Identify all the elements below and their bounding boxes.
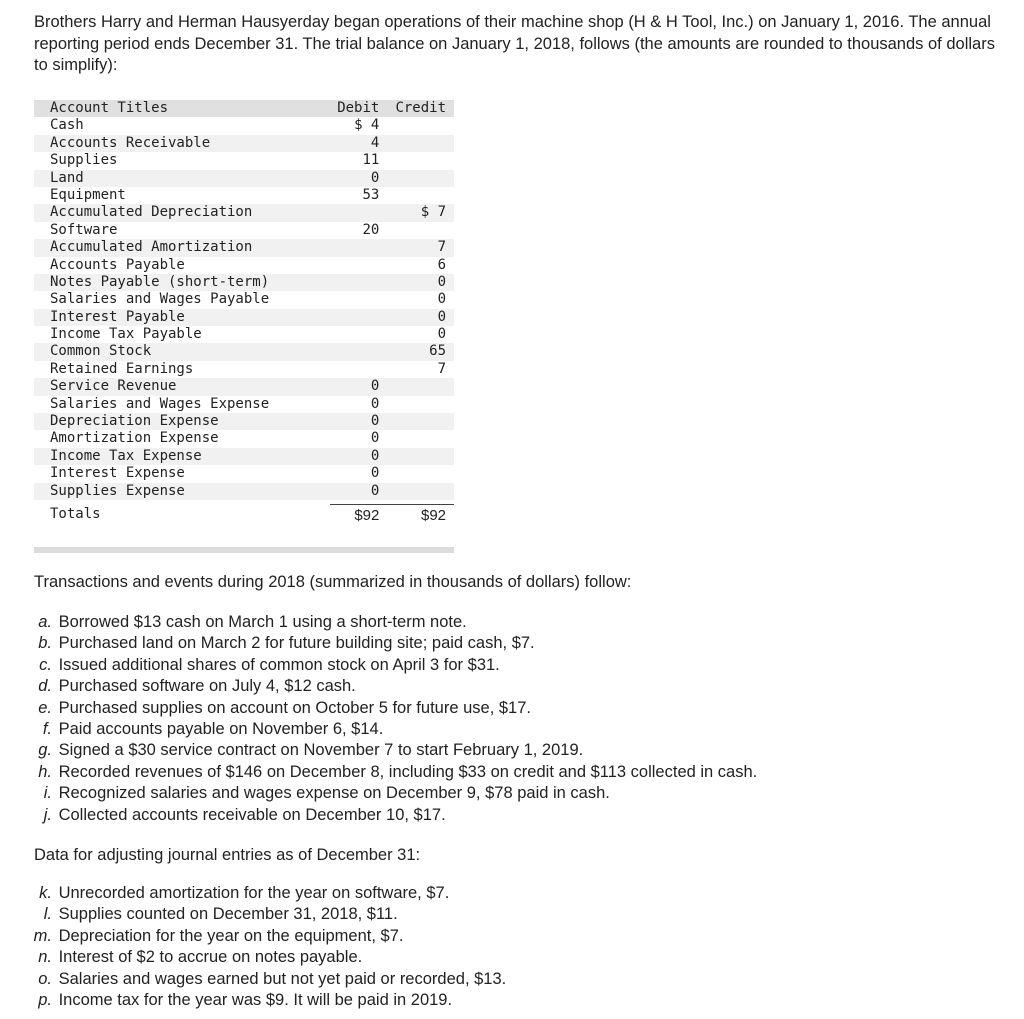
adjusting-heading: Data for adjusting journal entries as of December 31: <box>34 846 421 864</box>
debit-amount <box>330 204 379 221</box>
account-title: Supplies Expense <box>50 482 185 499</box>
account-title: Equipment <box>50 186 126 203</box>
item-text: Interest of $2 to accrue on notes payable. <box>58 948 363 967</box>
adjustment-item <box>30 947 506 968</box>
item-text: Salaries and wages earned but not yet paid or recorded, $13. <box>58 969 507 988</box>
table-row <box>34 343 454 360</box>
adjustments-list <box>30 883 506 1011</box>
debit-amount: 4 <box>370 134 380 151</box>
credit-amount <box>379 483 454 500</box>
adjustment-item <box>30 969 506 990</box>
debit-amount: 11 <box>362 152 380 169</box>
debit-amount: $ 4 <box>354 117 380 134</box>
item-text: Income tax for the year was $9. It will be paid in 2019. <box>58 990 453 1009</box>
debit-amount: 0 <box>370 430 380 447</box>
table-row <box>34 222 454 239</box>
credit-amount: 0 <box>437 326 447 343</box>
credit-amount <box>379 222 454 239</box>
item-text: Recorded revenues of $146 on December 8, including $33 on credit and $113 collected in cash. <box>58 762 758 781</box>
table-header-row <box>34 100 454 117</box>
credit-amount: 65 <box>429 343 447 360</box>
credit-amount <box>379 187 454 204</box>
table-row <box>34 204 454 221</box>
header-account-titles: Account Titles <box>50 100 169 116</box>
debit-amount: 0 <box>370 447 380 464</box>
table-row <box>34 483 454 500</box>
debit-amount: 0 <box>370 169 380 186</box>
credit-amount: 7 <box>437 360 447 377</box>
table-row <box>34 413 454 430</box>
item-letter: i. <box>43 784 52 803</box>
adjustment-item <box>30 904 506 925</box>
item-letter: k. <box>39 884 52 902</box>
transaction-item <box>30 740 757 761</box>
transaction-item <box>30 676 757 697</box>
transaction-item <box>30 719 757 740</box>
table-row <box>34 309 454 326</box>
credit-amount: $ 7 <box>420 204 447 221</box>
adjustment-item <box>30 883 506 904</box>
account-title: Service Revenue <box>50 378 177 395</box>
header-debit: Debit <box>337 100 380 116</box>
item-letter: f. <box>42 719 52 738</box>
account-title: Interest Expense <box>50 465 185 482</box>
item-text: Purchased supplies on account on October 5 for future use, $17. <box>58 698 531 717</box>
item-letter: p. <box>38 990 52 1009</box>
table-row <box>34 239 454 256</box>
item-letter: m. <box>33 926 52 945</box>
item-letter: n. <box>38 948 52 967</box>
account-title: Amortization Expense <box>50 430 219 447</box>
trial-balance-table <box>34 100 454 553</box>
account-title: Accumulated Depreciation <box>50 204 253 221</box>
item-letter: d. <box>38 677 52 696</box>
credit-amount: 7 <box>437 239 447 256</box>
item-letter: j. <box>43 805 52 824</box>
item-letter: o. <box>38 969 52 988</box>
credit-amount <box>379 430 454 447</box>
account-title: Depreciation Expense <box>50 413 219 430</box>
table-row <box>34 187 454 204</box>
credit-amount <box>379 448 454 465</box>
totals-credit: $92 <box>379 504 454 525</box>
item-text: Paid accounts payable on November 6, $14. <box>58 719 384 738</box>
account-title: Interest Payable <box>50 308 185 325</box>
table-row <box>34 117 454 134</box>
credit-amount <box>379 135 454 152</box>
transaction-item <box>30 783 757 804</box>
credit-amount: 0 <box>437 291 447 308</box>
transaction-item <box>30 805 757 826</box>
transaction-item <box>30 633 757 654</box>
credit-amount: 6 <box>437 256 447 273</box>
item-letter: c. <box>39 655 52 674</box>
table-row <box>34 152 454 169</box>
table-row <box>34 274 454 291</box>
debit-amount: 0 <box>370 395 380 412</box>
account-title: Cash <box>50 117 84 134</box>
item-text: Unrecorded amortization for the year on software, $7. <box>58 884 450 902</box>
table-row <box>34 135 454 152</box>
item-letter: b. <box>38 634 52 653</box>
table-row <box>34 448 454 465</box>
account-title: Software <box>50 221 118 238</box>
credit-amount <box>379 378 454 395</box>
totals-label: Totals <box>50 505 101 522</box>
table-row <box>34 291 454 308</box>
table-bottom-bar <box>34 547 454 553</box>
account-title: Accounts Payable <box>50 256 185 273</box>
debit-amount: 0 <box>370 465 380 482</box>
item-text: Recognized salaries and wages expense on December 9, $78 paid in cash. <box>58 784 610 803</box>
account-title: Accumulated Amortization <box>50 239 253 256</box>
transaction-item <box>30 655 757 676</box>
credit-amount: 0 <box>437 308 447 325</box>
debit-amount: 0 <box>370 378 380 395</box>
transactions-list <box>30 612 757 826</box>
table-row <box>34 326 454 343</box>
item-letter: g. <box>38 741 52 760</box>
intro-paragraph: Brothers Harry and Herman Hausyerday began operations of their machine shop (H & H Tool, Inc.) on January 1, 2016. The annual reporting period ends December 31. The trial balance on January 1, 2018, follows (the amounts are rounded to thousands of dollars to simplify): <box>34 13 995 74</box>
account-title: Income Tax Expense <box>50 447 202 464</box>
account-title: Salaries and Wages Payable <box>50 291 270 308</box>
debit-amount: 0 <box>370 482 380 499</box>
account-title: Accounts Receivable <box>50 134 211 151</box>
item-text: Issued additional shares of common stock on April 3 for $31. <box>58 655 500 674</box>
table-row <box>34 257 454 274</box>
debit-amount: 20 <box>362 221 380 238</box>
item-text: Signed a $30 service contract on November 7 to start February 1, 2019. <box>58 741 584 760</box>
credit-amount <box>379 152 454 169</box>
account-title: Common Stock <box>50 343 152 360</box>
account-title: Notes Payable (short-term) <box>50 273 270 290</box>
item-letter: a. <box>38 613 52 631</box>
credit-amount <box>379 465 454 482</box>
debit-amount <box>330 239 379 256</box>
item-letter: e. <box>38 698 52 717</box>
account-title: Salaries and Wages Expense <box>50 395 270 412</box>
table-row <box>34 361 454 378</box>
table-row <box>34 465 454 482</box>
credit-amount <box>379 413 454 430</box>
debit-amount <box>330 274 379 291</box>
item-text: Collected accounts receivable on December 10, $17. <box>58 805 446 824</box>
item-text: Borrowed $13 cash on March 1 using a short-term note. <box>58 613 467 631</box>
account-title: Supplies <box>50 152 118 169</box>
credit-amount: 0 <box>437 273 447 290</box>
transaction-item <box>30 612 757 633</box>
header-credit: Credit <box>395 100 447 116</box>
table-row <box>34 396 454 413</box>
debit-amount <box>330 257 379 274</box>
debit-amount <box>330 309 379 326</box>
item-letter: l. <box>43 905 52 924</box>
debit-amount <box>330 291 379 308</box>
table-row <box>34 430 454 447</box>
table-row <box>34 170 454 187</box>
totals-row <box>34 504 454 525</box>
debit-amount <box>330 326 379 343</box>
debit-amount: 53 <box>362 186 380 203</box>
item-text: Purchased software on July 4, $12 cash. <box>58 677 356 696</box>
account-title: Income Tax Payable <box>50 326 202 343</box>
account-title: Land <box>50 169 84 186</box>
totals-debit: $92 <box>330 504 379 525</box>
debit-amount <box>330 343 379 360</box>
account-title: Retained Earnings <box>50 360 194 377</box>
item-text: Supplies counted on December 31, 2018, $11. <box>58 905 398 924</box>
credit-amount <box>379 117 454 134</box>
adjustment-item <box>30 990 506 1011</box>
credit-amount <box>379 396 454 413</box>
debit-amount <box>330 361 379 378</box>
debit-amount: 0 <box>370 413 380 430</box>
table-row <box>34 378 454 395</box>
item-letter: h. <box>38 762 52 781</box>
transaction-item <box>30 698 757 719</box>
item-text: Depreciation for the year on the equipment, $7. <box>58 926 404 945</box>
transaction-item <box>30 762 757 783</box>
item-text: Purchased land on March 2 for future building site; paid cash, $7. <box>58 634 535 653</box>
adjustment-item <box>30 926 506 947</box>
transactions-heading: Transactions and events during 2018 (summarized in thousands of dollars) follow: <box>34 573 632 591</box>
credit-amount <box>379 170 454 187</box>
